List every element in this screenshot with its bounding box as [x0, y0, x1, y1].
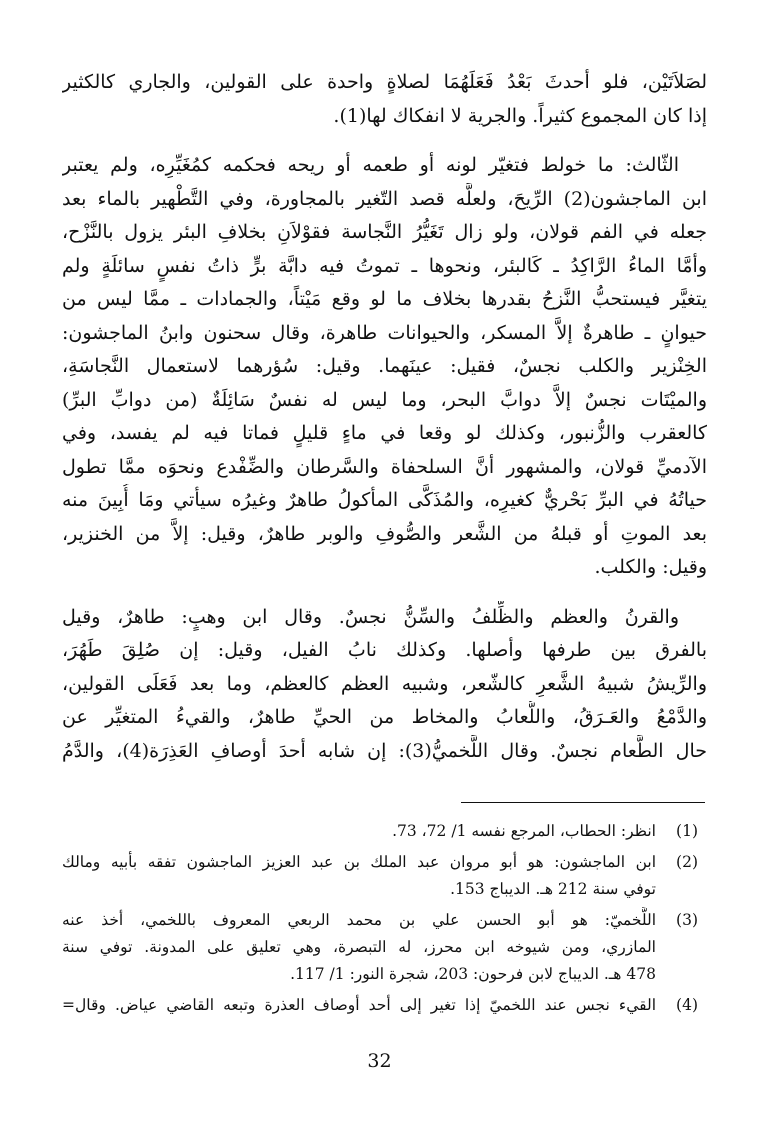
text-line: والقرنُ والعظم والظِّلفُ والسِّنُّ نجسٌ. وقال ابن وهبٍ: طاهرٌ، وقيل — [62, 605, 679, 628]
footnote-1 — [62, 818, 698, 845]
footnote-number: (2) — [676, 853, 698, 871]
footnote-line: القيء نجس عند اللخميّ إذا تغير إلى أحد أوصاف العذرة وتبعه القاضي عياض. وقال= — [62, 996, 656, 1014]
text-line: والميْتَات نجسٌ إلاَّ دوابَّ البحر، وما ليس له نفسٌ سَائِلَةٌ (من دوابِّ البرِّ) — [62, 388, 707, 411]
text-line: يتغيَّر فيستحبُّ النَّزحُ بقدرها بخلاف ما لو وقع مَيْتاً، والجمادات ـ ممَّا ليس من — [62, 288, 707, 310]
text-line: كالعقرب والزُّنبور، وكذلك لو وقعا في ماءٍ قليلٍ فماتا فيه لم يفسد، وفي — [62, 422, 707, 444]
paragraph-1 — [62, 66, 707, 133]
footnote-line: ابن الماجشون: هو أبو مروان عبد الملك بن عبد العزيز الماجشون تفقه بأبيه ومالك — [62, 853, 656, 871]
footnote-2 — [62, 849, 698, 903]
text-line: جعله في الفم قولان، ولو زال تَغَيُّرُ النَّجاسة فقوْلاَنِ بخلافِ البئر يزول بالنَّزْح، — [62, 221, 707, 243]
text-line: وأمَّا الماءُ الرَّاكِدُ ـ كَالبئر، ونحوها ـ تموتُ فيه دابَّة برٍّ ذاتُ نفسٍ سائلَةٍ ولم — [62, 254, 707, 277]
footnote-text — [62, 849, 656, 903]
footnote-line: اللَّخميّ: هو أبو الحسن علي بن محمد الربعي المعروف باللخمي، أخذ عنه — [62, 911, 656, 929]
text-line: ابن الماجشون(2) الرِّيحَ، ولعلَّه قصد التّغير بالمجاورة، وفي التَّطْهير بالماء بعد — [62, 187, 707, 210]
footnote-text — [62, 907, 656, 988]
text-line: حال الطَّعام نجسٌ. وقال اللَّخميُّ(3): إن شابه أحدَ أوصافِ العَذِرَة(4)، والدَّمُ — [62, 739, 707, 762]
footnote-number: (1) — [676, 822, 698, 840]
footnote-3 — [62, 907, 698, 988]
footnote-text — [62, 992, 656, 1019]
footnote-text — [62, 818, 656, 845]
text-line: لصَلاَتَيْن، فلو أحدثَ بَعْدُ فَعَلَهُمَا لصلاةٍ واحدة على القولين، والجاري كالكثير — [62, 71, 707, 93]
footnote-separator — [461, 802, 705, 803]
footnote-number: (3) — [676, 911, 698, 929]
main-text — [62, 66, 707, 768]
footnote-number: (4) — [676, 996, 698, 1014]
text-line: إذا كان المجموع كثيراً. والجرية لا انفكاك لها(1). — [333, 104, 707, 127]
page-number: 32 — [367, 1050, 392, 1072]
footnote-4 — [62, 992, 698, 1019]
footnote-line: 478 هـ. الديباج لابن فرحون: 203، شجرة النور: 1/ 117. — [290, 965, 656, 983]
footnote-line: المازري، ومن شيوخه ابن محرز، له التبصرة، وهي تعليق على المدونة. توفي سنة — [62, 938, 656, 956]
footnotes — [62, 818, 698, 1023]
text-line: وقيل: والكلب. — [594, 556, 707, 578]
text-line: بعد الموتِ أو قبلهُ من الشَّعر والصُّوفِ والوبر طاهرٌ، وقيل: إلاَّ من الخنزير، — [62, 522, 707, 545]
paragraph-3 — [62, 601, 707, 769]
footnote-line: انظر: الحطاب، المرجع نفسه 1/ 72، 73. — [392, 822, 656, 840]
text-line: والدَّمْعُ والعَـرَقُ، واللُّعابُ والمخاط من الحيِّ طاهرٌ، والقيءُ المتغيِّر عن — [62, 706, 707, 728]
text-line: حياتُهُ في البرِّ بَحْريٌّ كغيرِه، والمُذَكَّى المأكولُ طاهرٌ وغيرُه سيأتي ومَا أُبِينَ منه — [62, 489, 707, 511]
text-line: الثّالث: ما خولط فتغيّر لونه أو طعمه أو ريحه فحكمه كمُغَيِّرِه، ولم يعتبر — [62, 154, 679, 176]
text-line: حيوانٍ ـ طاهرةٌ إلاَّ المسكر، والحيوانات طاهرة، وقال سحنون وابنُ الماجشون: — [62, 321, 707, 344]
text-line: الخِنْزير والكلب نجسٌ، فقيل: عينَهما. وقيل: سُؤرهما لاستعمال النَّجاسَةِ، — [62, 355, 707, 377]
footnote-line: توفي سنة 212 هـ. الديباج 153. — [450, 880, 656, 898]
text-line: بالفرق بين طرفها وأصلها. وكذلك نابُ الفيل، وقيل: إن صُلِقَ طَهُرَ، — [62, 639, 707, 661]
text-line: والرِّيشُ شبيهُ الشَّعرِ كالشّعر، وشبيه العظم كالعظم، وما بعد فَعَلَى القولين، — [62, 672, 707, 695]
paragraph-2 — [62, 149, 707, 585]
text-line: الآدميِّ قولان، والمشهور أنَّ السلحفاة والسَّرطان والضِّفْدع ونحوَه ممَّا تطول — [62, 455, 707, 478]
